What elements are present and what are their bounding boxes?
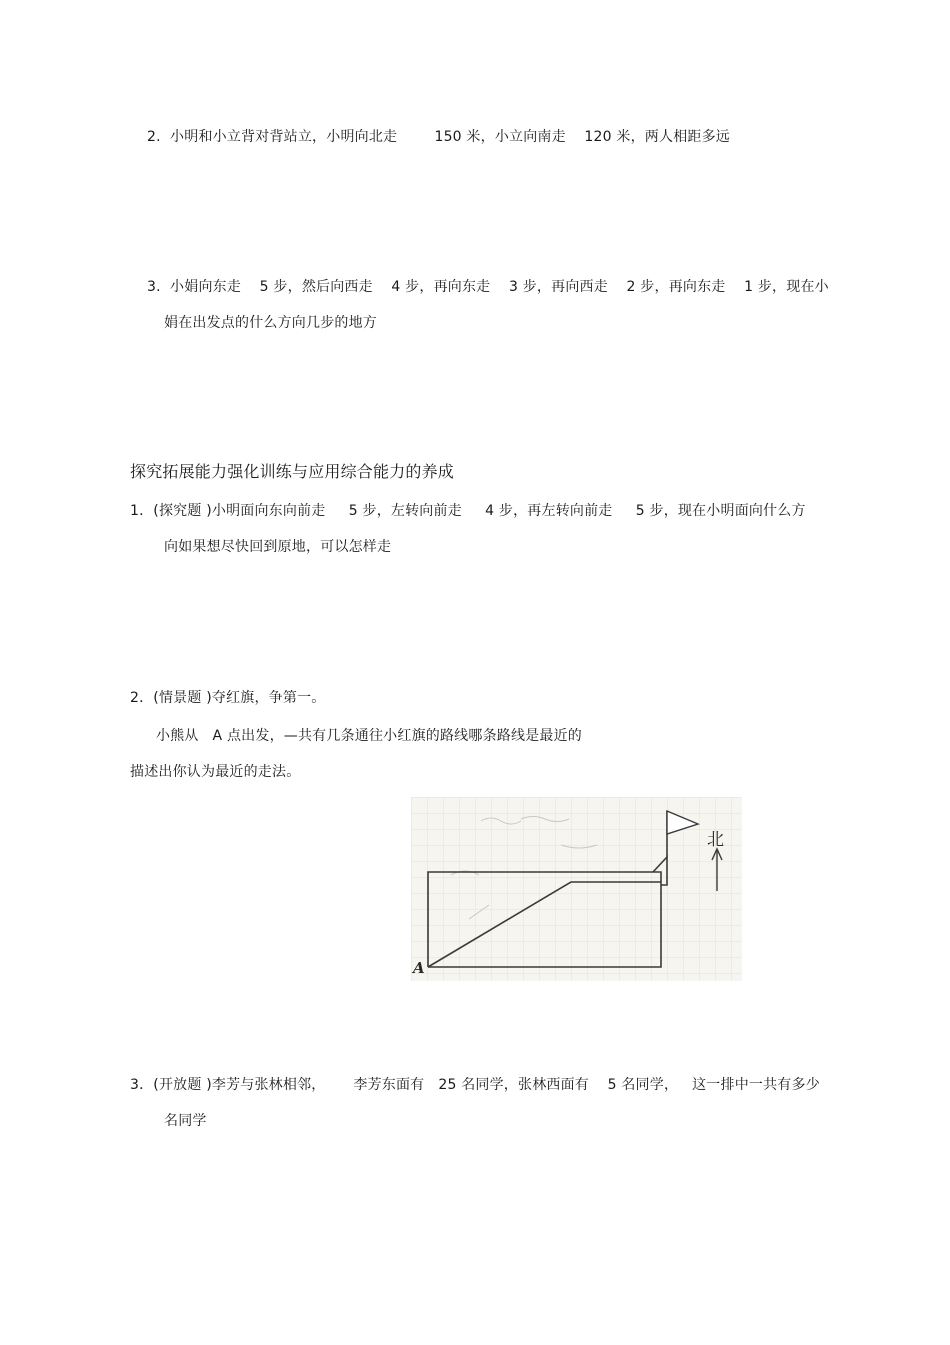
north-label: 北 bbox=[707, 830, 724, 850]
situation-question-2-line2: 小熊从 A 点出发，—共有几条通往小红旗的路线哪条路线是最近的 bbox=[156, 728, 582, 744]
situation-question-2-line1: 2．(情景题 )夺红旗，争第一。 bbox=[130, 690, 326, 706]
section-title: 探究拓展能力强化训练与应用综合能力的养成 bbox=[130, 462, 455, 481]
point-a-label: A bbox=[413, 959, 425, 977]
question-2-distance: 2. 小明和小立背对背站立，小明向北走 150 米，小立向南走 120 米，两人相距多远 bbox=[147, 129, 731, 145]
route-map-drawing bbox=[411, 797, 742, 981]
open-question-3-line1: 3．(开放题 )李芳与张林相邻， 李芳东面有 25 名同学，张林西面有 5 名同学， 这一排中一共有多少 bbox=[130, 1077, 820, 1093]
route-map-figure bbox=[411, 797, 742, 981]
question-3-direction-line2: 娟在出发点的什么方向几步的地方 bbox=[164, 315, 377, 331]
open-question-3-line2: 名同学 bbox=[164, 1113, 207, 1129]
exploration-question-1-line1: 1．(探究题 )小明面向东向前走 5 步，左转向前走 4 步，再左转向前走 5 步，现在小明面向什么方 bbox=[130, 503, 806, 519]
question-3-direction-line1: 3. 小娟向东走 5 步，然后向西走 4 步，再向东走 3 步，再向西走 2 步，再向东走 1 步，现在小 bbox=[147, 279, 829, 295]
exploration-question-1-line2: 向如果想尽快回到原地，可以怎样走 bbox=[164, 539, 392, 555]
situation-question-2-line3: 描述出你认为最近的走法。 bbox=[130, 764, 301, 780]
